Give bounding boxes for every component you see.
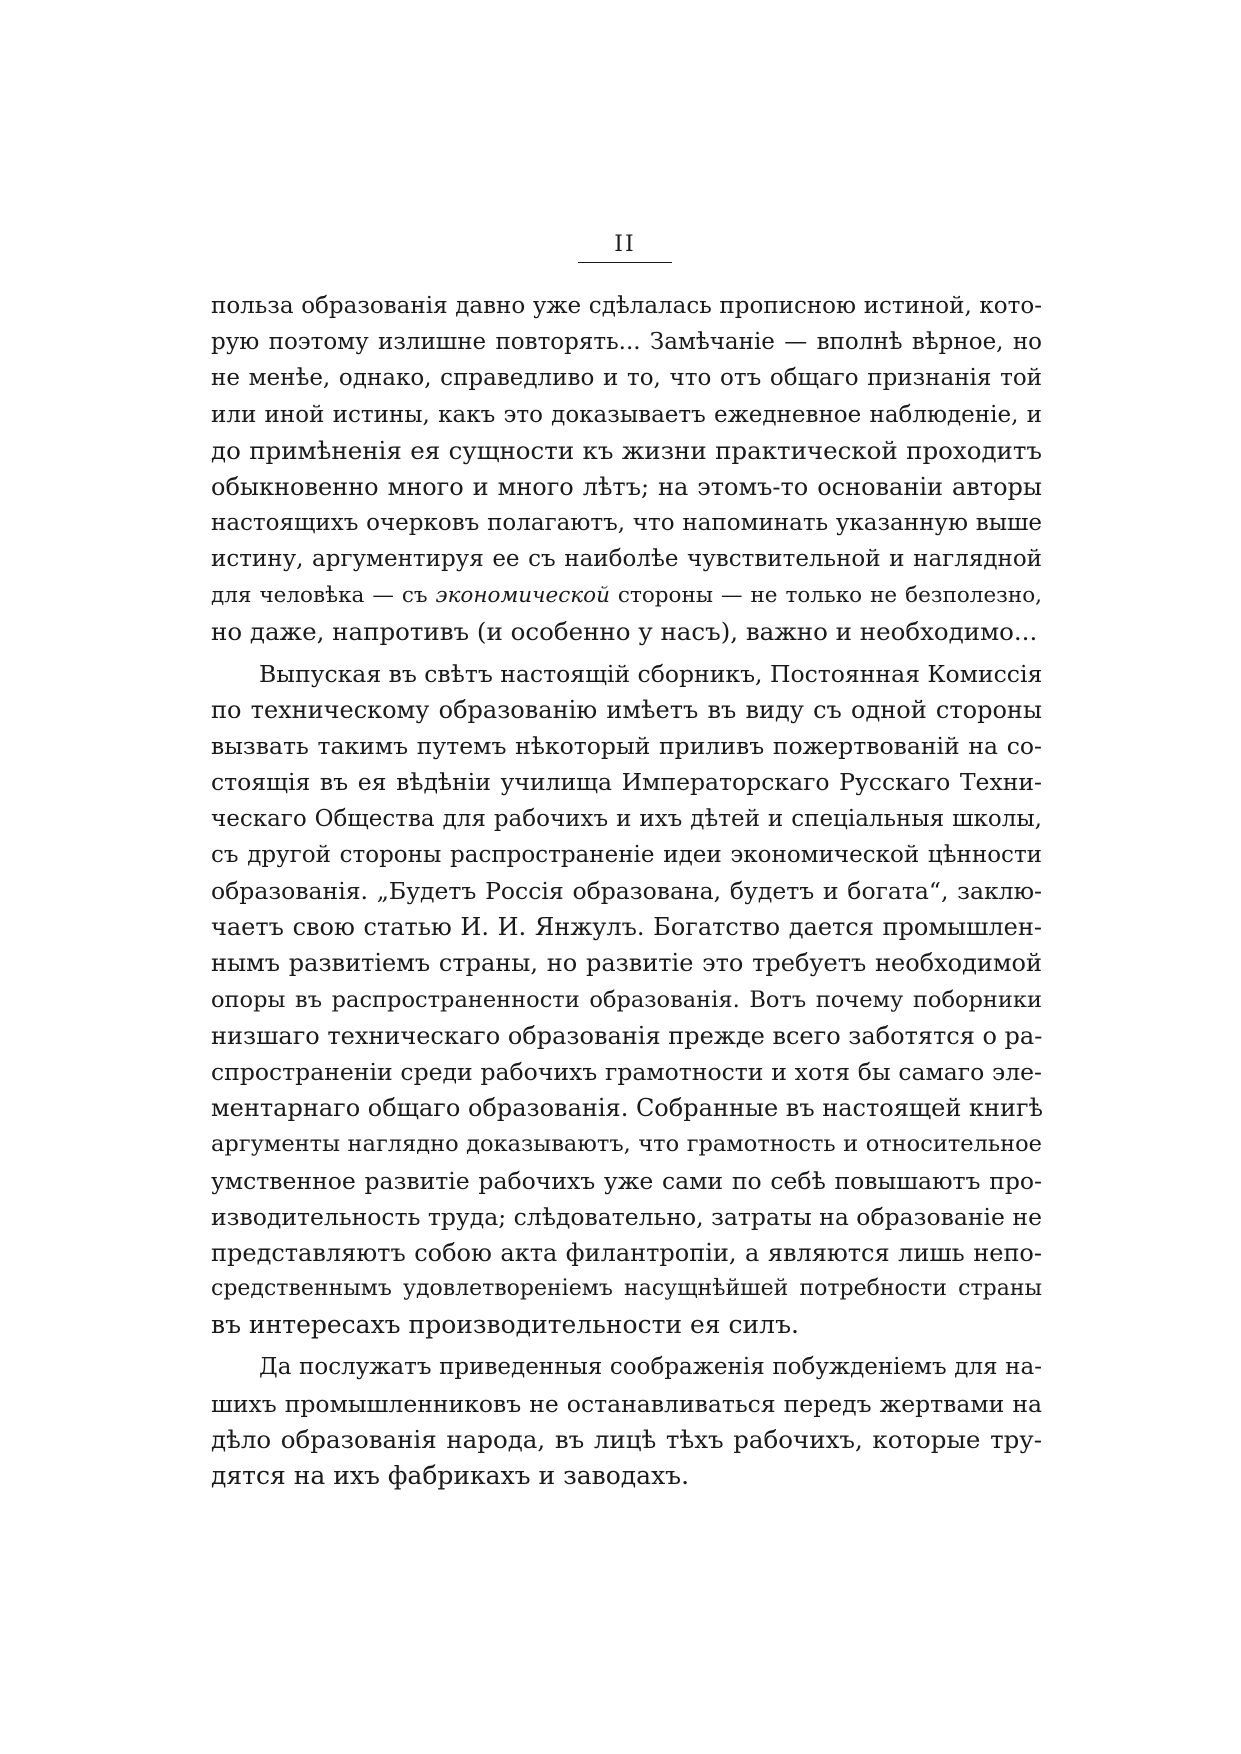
text-line: или иной истины, какъ это доказываетъ ежедневное наблюденіе, и bbox=[211, 401, 1042, 428]
text-line bbox=[211, 578, 1042, 614]
text-line: чаетъ свою статью И. И. Янжулъ. Богатство дается промышлен- bbox=[211, 913, 1042, 942]
text-line: представляютъ собою акта филантропіи, а являются лишь непо- bbox=[211, 1238, 1042, 1267]
text-line: умственное развитіе рабочихъ уже сами по себѣ повышаютъ про- bbox=[211, 1166, 1042, 1195]
text-line: настоящихъ очерковъ полагаютъ, что напоминать указанную выше bbox=[211, 510, 1042, 537]
text-line: рую поэтому излишне повторять... Замѣчаніе — вполнѣ вѣрное, но bbox=[211, 329, 1042, 356]
text-line: шихъ промышленниковъ не останавливаться передъ жертвами на bbox=[211, 1389, 1042, 1418]
paragraph-2 bbox=[211, 656, 1042, 1344]
header-rule bbox=[578, 262, 672, 263]
text-line: истину, аргументируя ее съ наиболѣе чувствительной и наглядной bbox=[211, 546, 1042, 573]
text-segment: для человѣка — съ bbox=[211, 582, 436, 608]
text-line: спространеніи среди рабочихъ грамотности и хотя бы самаго эле- bbox=[211, 1057, 1042, 1086]
text-line: опоры въ распространенности образованія. Вотъ почему поборники bbox=[211, 986, 1042, 1013]
text-line: аргументы наглядно доказываютъ, что грамотность и относительное bbox=[211, 1131, 1042, 1158]
body-text bbox=[211, 288, 1042, 1494]
text-line: образованія. „Будетъ Россія образована, будетъ и богата“, заклю- bbox=[211, 877, 1042, 905]
text-line: изводительность труда; слѣдовательно, затраты на образованіе не bbox=[211, 1202, 1042, 1231]
text-line: вызвать такимъ путемъ нѣкоторый приливъ пожертвованій на со- bbox=[211, 732, 1042, 761]
paragraph-3 bbox=[211, 1349, 1042, 1494]
text-line: но даже, напротивъ (и особенно у насъ), важно и необходимо... bbox=[211, 616, 1038, 646]
text-line: нымъ развитіемъ страны, но развитіе это требуетъ необходимой bbox=[211, 949, 1042, 978]
text-line: Да послужатъ приведенныя соображенія побужденіемъ для на- bbox=[259, 1354, 1042, 1381]
text-line: обыкновенно много и много лѣтъ; на этомъ-то основаніи авторы bbox=[211, 472, 1042, 501]
text-line: ментарнаго общаго образованія. Собранные въ настоящей книгѣ bbox=[211, 1094, 1044, 1123]
text-line: дѣло образованія народа, въ лицѣ тѣхъ рабочихъ, которые тру- bbox=[211, 1424, 1042, 1454]
emphasized-word: экономической bbox=[435, 582, 610, 608]
text-line: стоящія въ ея вѣдѣніи училища Императорскаго Русскаго Техни- bbox=[211, 768, 1042, 797]
text-line: средственнымъ удовлетвореніемъ насущнѣйшей потребности страны bbox=[211, 1276, 1042, 1302]
text-segment: стороны — не только не безполезно, bbox=[609, 582, 1043, 608]
text-line: Выпуская въ свѣтъ настоящій сборникъ, Постоянная Комиссія bbox=[259, 659, 1043, 688]
text-line: по техническому образованію имѣетъ въ виду съ одной стороны bbox=[211, 696, 1042, 725]
text-line: низшаго техническаго образованія прежде всего заботятся о ра- bbox=[211, 1021, 1043, 1050]
paragraph-1 bbox=[211, 288, 1042, 650]
text-line: дятся на ихъ фабрикахъ и заводахъ. bbox=[211, 1461, 690, 1490]
text-line: польза образованія давно уже сдѣлалась прописною истиной, кото- bbox=[211, 293, 1042, 319]
text-line: до примѣненія ея сущности къ жизни практической проходитъ bbox=[211, 435, 1042, 465]
text-line: съ другой стороны распространеніе идеи экономической цѣнности bbox=[211, 841, 1042, 868]
page-number: II bbox=[614, 232, 636, 257]
text-line: не менѣе, однако, справедливо и то, что отъ общаго признанія той bbox=[211, 365, 1042, 392]
text-line: ческаго Общества для рабочихъ и ихъ дѣтей и спеціальныя школы, bbox=[211, 805, 1042, 832]
text-line: въ интересахъ производительности ея силъ. bbox=[211, 1310, 799, 1340]
